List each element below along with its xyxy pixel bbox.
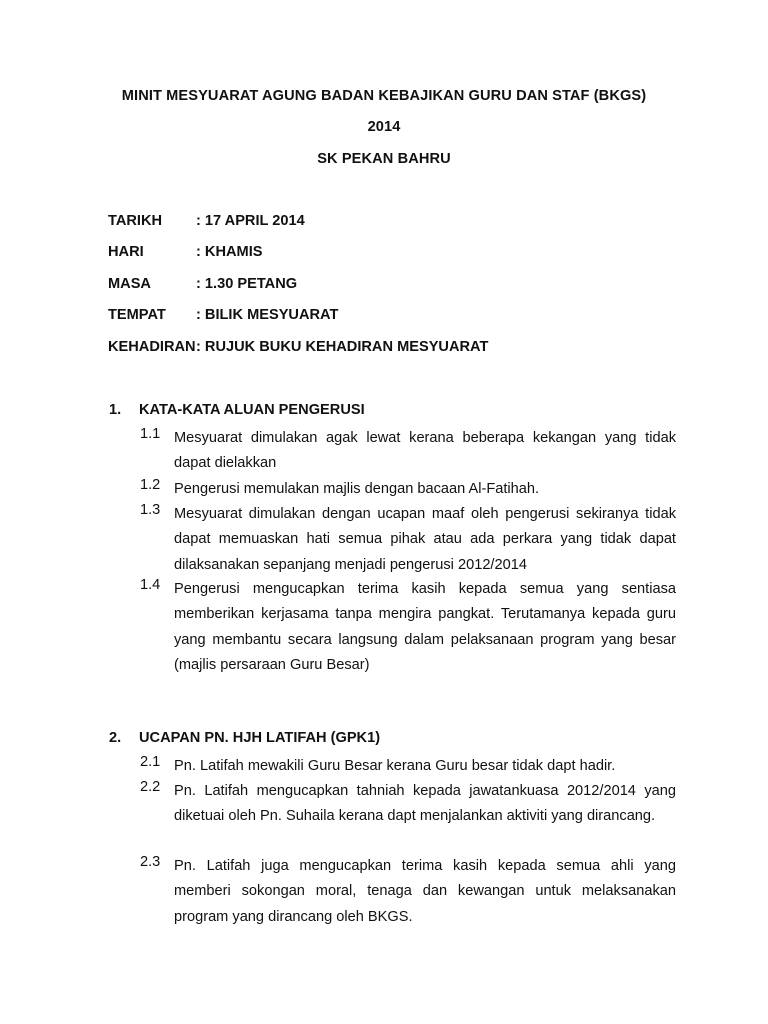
- info-value: : KHAMIS: [196, 244, 263, 260]
- item-number: 2.1: [140, 754, 161, 770]
- info-value: : 17 APRIL 2014: [196, 213, 305, 229]
- school-name: SK PEKAN BAHRU: [317, 151, 451, 167]
- info-label: HARI: [108, 244, 144, 260]
- info-value: : RUJUK BUKU KEHADIRAN MESYUARAT: [196, 339, 489, 355]
- item-text: Pengerusi mengucapkan terima kasih kepada semua yang sentiasa memberikan kerjasama tanpa mengira pangkat. Terutamanya kepada guru yang membantu secara langsung dalam pelaksanaan program yang besar (majlis persaraan Guru Besar): [174, 581, 676, 673]
- info-label: TEMPAT: [108, 307, 166, 323]
- item-text: Pn. Latifah mewakili Guru Besar kerana Guru besar tidak dapt hadir.: [174, 758, 616, 774]
- section-number: 2.: [109, 730, 122, 746]
- info-label: TARIKH: [108, 213, 163, 229]
- section-title: UCAPAN PN. HJH LATIFAH (GPK1): [139, 730, 381, 746]
- item-number: 2.3: [140, 854, 161, 870]
- item-text: Pengerusi memulakan majlis dengan bacaan Al-Fatihah.: [174, 481, 540, 497]
- info-value: : 1.30 PETANG: [196, 276, 298, 292]
- document-title: MINIT MESYUARAT AGUNG BADAN KEBAJIKAN GURU DAN STAF (BKGS): [121, 88, 647, 104]
- item-text: Mesyuarat dimulakan dengan ucapan maaf oleh pengerusi sekiranya tidak dapat memuaskan hati semua pihak atau ada perkara yang tidak dapat dilaksanakan sepanjang menjadi pengerusi 2012/2014: [174, 506, 676, 573]
- info-label: KEHADIRAN: [108, 339, 196, 355]
- item-text: Pn. Latifah mengucapkan tahniah kepada jawatankuasa 2012/2014 yang diketuai oleh Pn. Suhaila kerana dapt menjalankan aktiviti yang dirancang.: [174, 783, 676, 825]
- info-value: : BILIK MESYUARAT: [196, 307, 339, 323]
- section-title: KATA-KATA ALUAN PENGERUSI: [139, 402, 365, 418]
- item-number: 1.1: [140, 426, 161, 442]
- item-number: 2.2: [140, 779, 161, 795]
- item-number: 1.4: [140, 577, 161, 593]
- item-text: Mesyuarat dimulakan agak lewat kerana beberapa kekangan yang tidak dapat dielakkan: [174, 430, 676, 472]
- info-label: MASA: [108, 276, 151, 292]
- item-number: 1.3: [140, 502, 161, 518]
- item-text: Pn. Latifah juga mengucapkan terima kasih kepada semua ahli yang memberi sokongan moral, tenaga dan kewangan untuk melaksanakan program yang dirancang oleh BKGS.: [174, 858, 676, 925]
- item-number: 1.2: [140, 477, 161, 493]
- section-number: 1.: [109, 402, 122, 418]
- document-year: 2014: [367, 119, 401, 135]
